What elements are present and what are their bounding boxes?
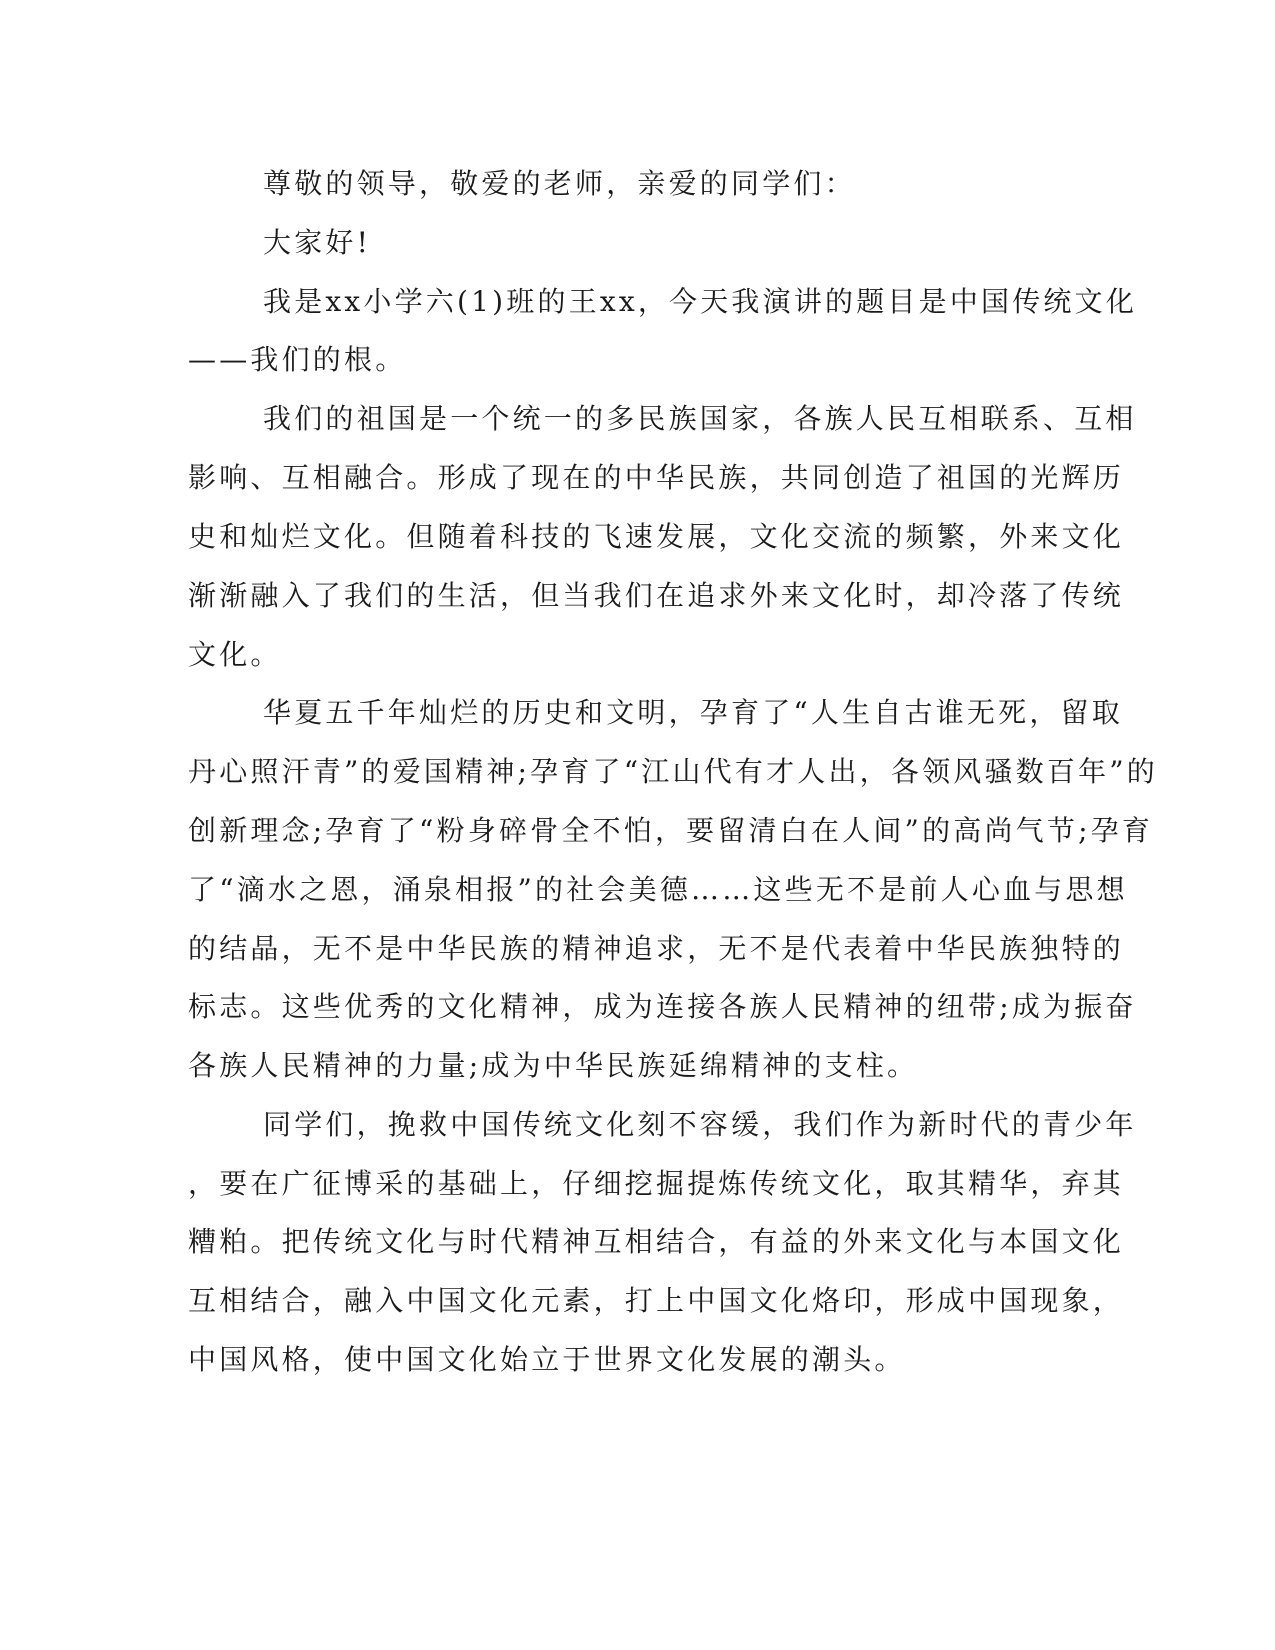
paragraph-2-line-3: 史和灿烂文化。但随着科技的飞速发展，文化交流的频繁，外来文化 (188, 520, 1125, 553)
paragraph-4-line-3: 糟粕。把传统文化与时代精神互相结合，有益的外来文化与本国文化 (188, 1225, 1125, 1258)
paragraph-4-line-5: 中国风格，使中国文化始立于世界文化发展的潮头。 (188, 1343, 906, 1376)
paragraph-2-line-1: 我们的祖国是一个统一的多民族国家，各族人民互相联系、互相 (263, 402, 1137, 435)
paragraph-3-line-2: 丹心照汗青”的爱国精神;孕育了“江山代有才人出，各领风骚数百年”的 (188, 755, 1158, 788)
paragraph-1-line-1: 我是xx小学六(1)班的王xx，今天我演讲的题目是中国传统文化 (263, 285, 1138, 318)
paragraph-3-line-5: 的结晶，无不是中华民族的精神追求，无不是代表着中华民族独特的 (188, 932, 1125, 965)
paragraph-4-line-4: 互相结合，融入中国文化元素，打上中国文化烙印，形成中国现象， (188, 1284, 1125, 1317)
paragraph-2-line-5: 文化。 (188, 638, 282, 671)
paragraph-4-line-1: 同学们，挽救中国传统文化刻不容缓，我们作为新时代的青少年 (263, 1108, 1137, 1141)
paragraph-1-line-2: ——我们的根。 (188, 343, 407, 376)
paragraph-2-line-2: 影响、互相融合。形成了现在的中华民族，共同创造了祖国的光辉历 (188, 461, 1125, 494)
paragraph-4-line-2: ，要在广征博采的基础上，仔细挖掘提炼传统文化，取其精华，弃其 (188, 1167, 1125, 1200)
paragraph-3-line-4: 了“滴水之恩，涌泉相报”的社会美德……这些无不是前人心血与思想 (188, 873, 1128, 906)
paragraph-2-line-4: 渐渐融入了我们的生活，但当我们在追求外来文化时，却冷落了传统 (188, 579, 1125, 612)
paragraph-3-line-3: 创新理念;孕育了“粉身碎骨全不怕，要留清白在人间”的高尚气节;孕育 (188, 814, 1154, 847)
greeting-line: 尊敬的领导，敬爱的老师，亲爱的同学们： (263, 167, 856, 200)
hello-line: 大家好! (263, 226, 372, 259)
paragraph-3-line-1: 华夏五千年灿烂的历史和文明，孕育了“人生自古谁无死，留取 (263, 696, 1123, 729)
paragraph-3-line-7: 各族人民精神的力量;成为中华民族延绵精神的支柱。 (188, 1049, 919, 1082)
paragraph-3-line-6: 标志。这些优秀的文化精神，成为连接各族人民精神的纽带;成为振奋 (188, 990, 1137, 1023)
